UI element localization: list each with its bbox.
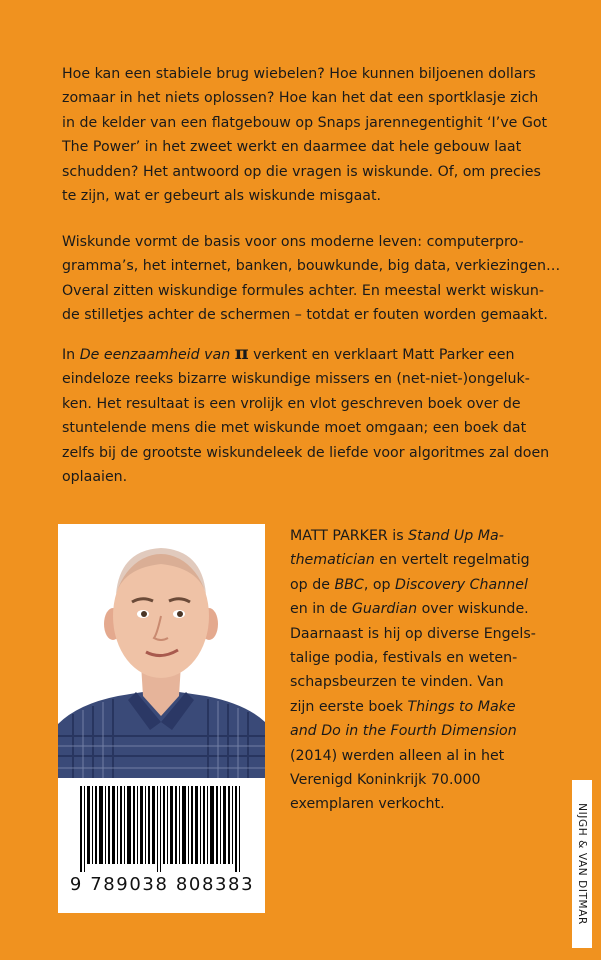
book-line: eindeloze reeks bizarre wiskundige missers en (net-niet-)ongeluk-	[62, 371, 530, 388]
basis-line: gramma’s, het internet, banken, bouwkunde, big data, verkiezingen…	[62, 258, 561, 275]
intro-line: The Power’ in het zweet werkt en daarmee dat hele gebouw laat	[62, 139, 522, 156]
pi-symbol: π	[234, 342, 249, 364]
author-photo	[58, 524, 265, 778]
author-bio	[290, 524, 580, 817]
bio-line: thematician en vertelt regelmatig	[290, 552, 530, 569]
bio-line: exemplaren verkocht.	[290, 796, 445, 813]
bio-line: op de BBC, op Discovery Channel	[290, 576, 528, 593]
bio-line: (2014) werden alleen al in het	[290, 747, 505, 764]
book-title: De eenzaamheid van	[79, 347, 235, 363]
book-line: zelfs bij de grootste wiskundeleek de liefde voor algoritmes zal doen	[62, 444, 550, 461]
book-line1-rest: verkent en verklaart Matt Parker een	[248, 347, 515, 363]
basis-line: Wiskunde vormt de basis voor ons moderne leven: computerpro-	[62, 234, 524, 250]
intro-paragraph	[62, 62, 562, 208]
intro-line: in de kelder van een flatgebouw op Snaps jarennegentighit ‘I’ve Got	[62, 114, 548, 131]
bio-line: talige podia, festivals en weten-	[290, 650, 518, 667]
barcode	[80, 786, 242, 872]
book-line: stuntelende mens die met wiskunde moet omgaan; een boek dat	[62, 420, 527, 437]
book-line-first	[62, 341, 562, 367]
basis-line: de stilletjes achter de schermen – totdat er fouten worden gemaakt.	[62, 307, 548, 324]
bio-line: MATT PARKER is Stand Up Ma-	[290, 528, 504, 544]
intro-line: Hoe kan een stabiele brug wiebelen? Hoe kunnen biljoenen dollars	[62, 66, 536, 82]
book-paragraph	[62, 341, 562, 489]
bio-line: Daarnaast is hij op diverse Engels-	[290, 625, 536, 642]
intro-line: schudden? Het antwoord op die vragen is wiskunde. Of, om precies	[62, 163, 541, 180]
bio-line: zijn eerste boek Things to Make	[290, 698, 516, 715]
intro-line: te zijn, wat er gebeurt als wiskunde misgaat.	[62, 188, 382, 205]
bio-line: and Do in the Fourth Dimension	[290, 723, 517, 740]
publisher-name: NIJGH & VAN DITMAR	[576, 803, 588, 925]
publisher-logo	[572, 780, 592, 948]
bio-line: en in de Guardian over wiskunde.	[290, 601, 529, 618]
bio-line: schapsbeurzen te vinden. Van	[290, 674, 504, 691]
basis-paragraph	[62, 230, 562, 328]
isbn-number: 9 789038 808383	[69, 874, 255, 895]
intro-line: zomaar in het niets oplossen? Hoe kan het dat een sportklasje zich	[62, 90, 539, 107]
bio-line: Verenigd Koninkrijk 70.000	[290, 772, 481, 789]
book-line: oplaaien.	[62, 469, 128, 486]
book-line: ken. Het resultaat is een vrolijk en vlot geschreven boek over de	[62, 395, 521, 412]
basis-line: Overal zitten wiskundige formules achter. En meestal werkt wiskun-	[62, 282, 544, 299]
book-prefix: In	[62, 347, 80, 363]
author-photo-card	[58, 524, 265, 913]
